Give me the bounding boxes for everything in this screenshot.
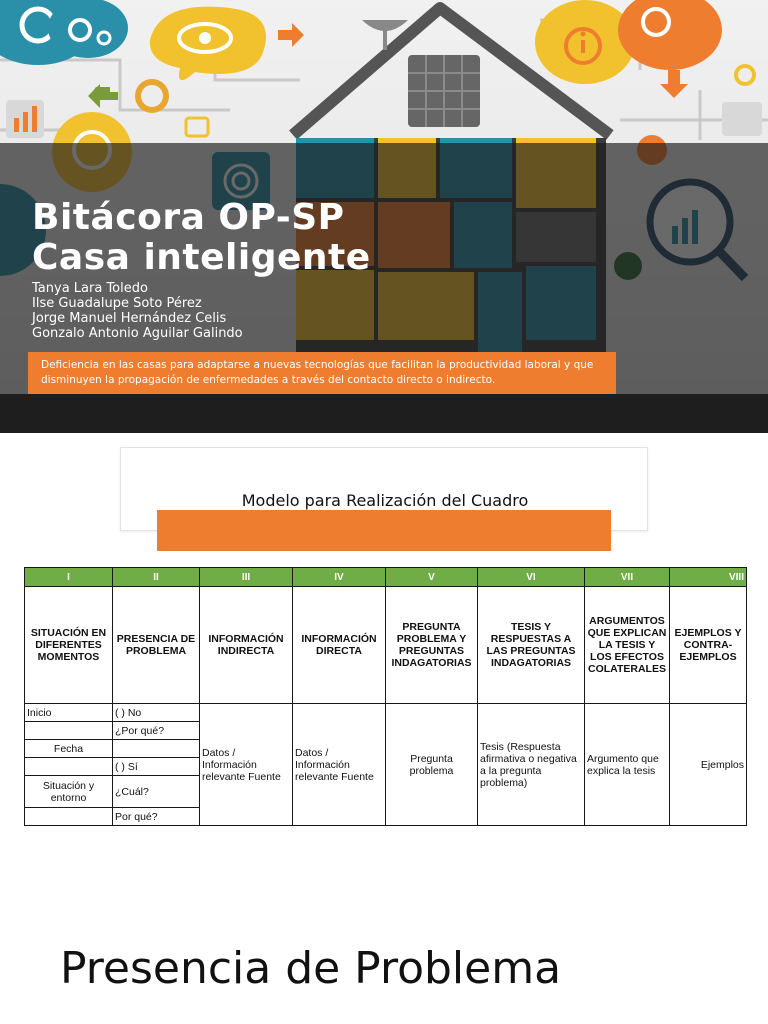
author-name: Ilse Guadalupe Soto Pérez — [32, 296, 202, 311]
table-cell: Fecha — [25, 740, 113, 758]
arrow-icon — [278, 23, 304, 47]
column-header: PRESENCIA DE PROBLEMA — [113, 587, 200, 704]
table-cell: Ejemplos — [670, 704, 747, 826]
table-cell: Inicio — [25, 704, 113, 722]
table-cell — [25, 808, 113, 826]
arrow-icon — [88, 84, 118, 108]
model-table — [24, 567, 747, 826]
authors-list — [32, 281, 243, 341]
author-name: Tanya Lara Toledo — [32, 281, 148, 296]
cover-slide — [0, 0, 768, 433]
slide-title: Presencia de Problema — [60, 943, 562, 994]
table-cell: ( ) No — [113, 704, 200, 722]
column-header: SITUACIÓN EN DIFERENTES MOMENTOS — [25, 587, 113, 704]
table-row — [25, 587, 747, 704]
cover-title — [32, 198, 371, 278]
bottom-strip — [0, 394, 768, 433]
table-cell: Datos / Información relevante Fuente — [200, 704, 293, 826]
gear-icon — [138, 82, 166, 110]
banner-line-1: Deficiencia en las casas para adaptarse a nuevas tecnologías que facilitan la productividad laboral y que — [41, 359, 594, 371]
column-number: II — [113, 568, 200, 587]
table-cell: Pregunta problema — [386, 704, 478, 826]
card-title: Modelo para Realización del Cuadro — [241, 491, 529, 510]
presence-slide — [0, 853, 768, 1024]
table-cell: ¿Cuál? — [113, 776, 200, 808]
column-header: EJEMPLOS Y CONTRA-EJEMPLOS — [670, 587, 747, 704]
column-number: VI — [478, 568, 585, 587]
chart-icon — [6, 100, 44, 138]
column-header: PREGUNTA PROBLEMA Y PREGUNTAS INDAGATORIAS — [386, 587, 478, 704]
table-cell: ( ) Sí — [113, 758, 200, 776]
gear-icon — [618, 0, 722, 70]
arrow-icon — [660, 70, 688, 98]
table-cell: Argumento que explica la tesis — [585, 704, 670, 826]
column-number: III — [200, 568, 293, 587]
problem-banner — [28, 352, 616, 394]
column-number: I — [25, 568, 113, 587]
column-number: VIII — [670, 568, 747, 587]
table-row — [25, 568, 747, 587]
column-header: INFORMACIÓN INDIRECTA — [200, 587, 293, 704]
title-line-2: Casa inteligente — [32, 237, 371, 278]
column-number: V — [386, 568, 478, 587]
column-number: IV — [293, 568, 386, 587]
lock-icon — [186, 118, 208, 136]
column-header: ARGUMENTOS QUE EXPLICAN LA TESIS Y LOS EFECTOS COLATERALES — [585, 587, 670, 704]
table-row — [25, 704, 747, 722]
title-line-1: Bitácora OP-SP — [32, 197, 345, 238]
table-cell: ¿Por qué? — [113, 722, 200, 740]
table-cell — [25, 758, 113, 776]
author-name: Jorge Manuel Hernández Celis — [32, 311, 227, 326]
model-slide — [0, 433, 768, 853]
author-name: Gonzalo Antonio Aguilar Galindo — [32, 326, 243, 341]
gear-icon — [736, 66, 754, 84]
table-cell — [113, 740, 200, 758]
column-header: INFORMACIÓN DIRECTA — [293, 587, 386, 704]
table-cell: Datos / Información relevante Fuente — [293, 704, 386, 826]
table-cell — [25, 722, 113, 740]
banner-line-2: disminuyen la propagación de enfermedades a través del contacto directo o indirecto. — [41, 374, 496, 386]
eye-icon — [150, 7, 266, 80]
orange-bar — [157, 510, 611, 551]
table-cell: Por qué? — [113, 808, 200, 826]
table-cell: Tesis (Respuesta afirmativa o negativa a la pregunta problema) — [478, 704, 585, 826]
info-icon — [535, 0, 635, 84]
gear-icon — [48, 0, 128, 58]
table-cell: Situación y entorno — [25, 776, 113, 808]
column-header: TESIS Y RESPUESTAS A LAS PREGUNTAS INDAGATORIAS — [478, 587, 585, 704]
column-number: VII — [585, 568, 670, 587]
